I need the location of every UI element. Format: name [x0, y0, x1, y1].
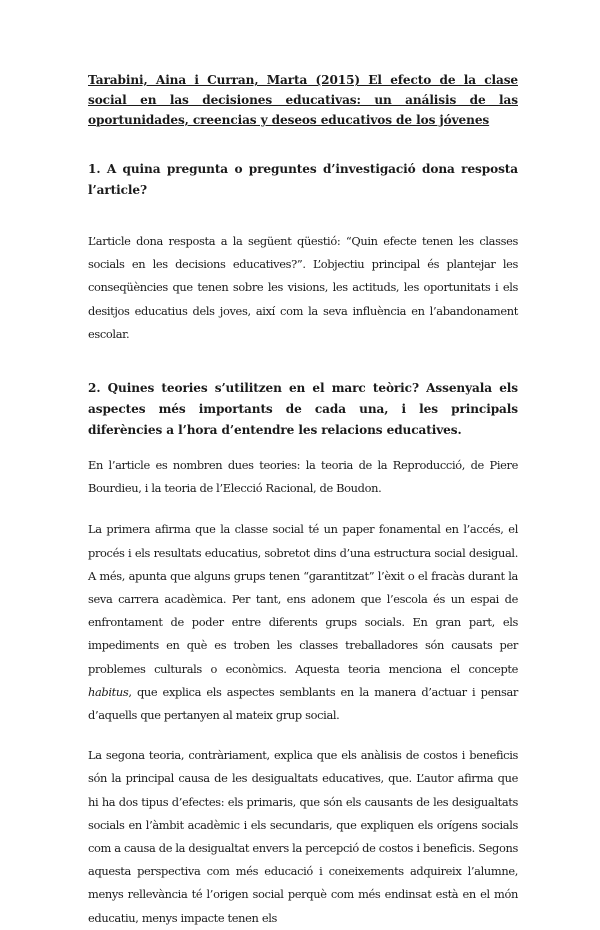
document-body [88, 70, 518, 930]
citation-title: Tarabini, Aina i Curran, Marta (2015) El efecto de la clase social en las decisiones educativas: un análisis de las oportunidades, creencias y deseos educativos de los jóvenes [88, 73, 518, 127]
reproduction-text-end: , que explica els aspectes semblants en la manera d’actuar i pensar d’aquells que pertanyen al mateix grup social. [88, 684, 518, 723]
question-1: 1. A quina pregunta o preguntes d’investigació dona resposta l’article? [88, 162, 518, 197]
rational-choice-paragraph: La segona teoria, contràriament, explica que els anàlisis de costos i beneficis són la principal causa de les desigualtats educatives, que. L’autor afirma que hi ha dos tipus d’efectes: els primaris, que són els causants de les desigualtats socials en l’àmbit acadèmic i els secundaris, que expliquen els orígens socials com a causa de la desigualtat envers la percepció de costos i beneficis. Segons aquesta perspectiva com més educació i coneixements adquireix l’alumne, menys rellevància té l’origen social perquè com més endinsat està en el món educatiu, menys impacte tenen els [88, 748, 518, 925]
reproduction-theory-paragraph [88, 518, 518, 727]
question-2: 2. Quines teories s’utilitzen en el marc teòric? Assenyala els aspectes més importants de cada una, i les principals diferències a l’hora d’entendre les relacions educatives. [88, 381, 518, 438]
answer-1-paragraph: L’article dona resposta a la següent qüestió: “Quin efecte tenen les classes socials en les decisions educatives?”. L’objectiu principal és plantejar les conseqüències que tenen sobre les visions, les actituds, les oportunitats i els desitjos educatius dels joves, així com la seva influència en l’abandonament escolar. [88, 234, 518, 341]
habitus-term: habitus [88, 684, 129, 699]
reproduction-text-start: La primera afirma que la classe social té un paper fonamental en l’accés, el procés i els resultats educatius, sobretot dins d’una estructura social desigual. A més, apunta que alguns grups tenen “garantitzat” l’èxit o el fracàs durant la seva carrera acadèmica. Per tant, ens adonem que l’escola és un espai de enfrontament de poder entre diferents grups socials. En gran part, els impediments en què es troben les classes treballadores són causats per problemes culturals o econòmics. Aquesta teoria menciona el concepte [88, 522, 518, 676]
theories-intro-paragraph: En l’article es nombren dues teories: la teoria de la Reproducció, de Piere Bourdieu, i la teoria de l’Elecció Racional, de Boudon. [88, 458, 518, 496]
